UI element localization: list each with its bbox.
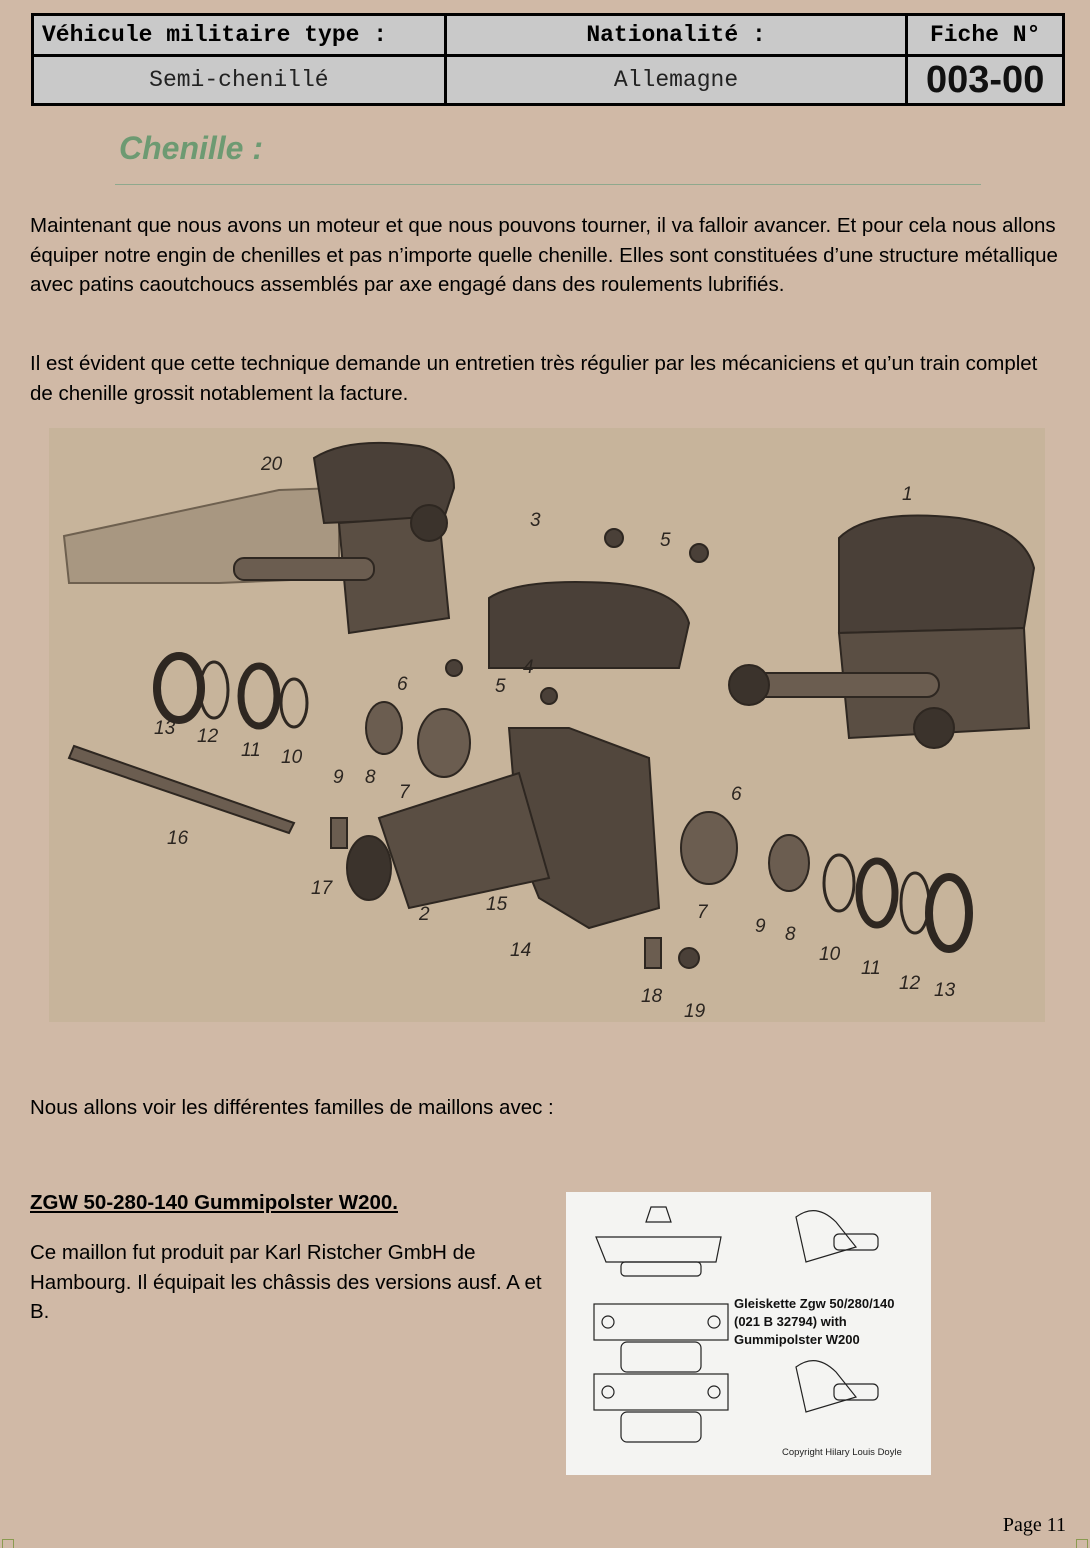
diagram-label: 5 — [660, 530, 671, 551]
diagram-label: 10 — [819, 944, 841, 965]
diagram-label: 11 — [241, 740, 261, 761]
diagram-label: 4 — [523, 657, 534, 678]
diagram-label: 5 — [495, 676, 506, 697]
diagram-label: 8 — [785, 924, 796, 945]
diagram-label: 7 — [399, 782, 410, 803]
vehicle-type-value: Semi-chenillé — [33, 56, 446, 105]
nationality-label: Nationalité : — [445, 15, 907, 56]
diagram-label: 6 — [731, 784, 742, 805]
track-link-exploded-diagram — [49, 428, 1045, 1022]
diagram-label: 9 — [333, 767, 344, 788]
sheet-number-value: 003-00 — [907, 56, 1064, 105]
copyright-notice: Copyright Hilary Louis Doyle — [782, 1447, 902, 1458]
diagram-label: 2 — [419, 904, 430, 925]
caption-line: Gummipolster W200 — [734, 1332, 860, 1347]
diagram-label: 3 — [530, 510, 541, 531]
nationality-value: Allemagne — [445, 56, 907, 105]
sheet-number-label: Fiche N° — [907, 15, 1064, 56]
link-model-title: ZGW 50-280-140 Gummipolster W200. — [30, 1191, 398, 1214]
header-table — [31, 13, 1065, 106]
diagram-label: 7 — [697, 902, 708, 923]
diagram-label: 19 — [684, 1001, 706, 1022]
vehicle-type-label: Véhicule militaire type : — [33, 15, 446, 56]
caption-line: (021 B 32794) with — [734, 1314, 847, 1329]
diagram-label: 11 — [861, 958, 881, 979]
diagram-label: 10 — [281, 747, 303, 768]
diagram-label: 14 — [510, 940, 532, 961]
diagram-label: 13 — [154, 718, 176, 739]
maintenance-paragraph: Il est évident que cette technique demande un entretien très régulier par les mécaniciens et qu’un train complet de chenille grossit notablement la facture. — [30, 352, 1038, 405]
diagram-label: 12 — [197, 726, 219, 747]
drawing-caption — [734, 1295, 894, 1349]
intro-paragraph: Maintenant que nous avons un moteur et que nous pouvons tourner, il va falloir avancer. Et pour cela nous allons équiper notre engin de chenilles et pas n’importe quelle chenille. Elles sont constituées d’une structure métallique avec patins caoutchoucs assemblés par axe engagé dans des roulements lubrifiés. — [30, 214, 1058, 296]
diagram-label: 15 — [486, 894, 508, 915]
link-model-description: Ce maillon fut produit par Karl Ristcher GmbH de Hambourg. Il équipait les châssis des versions ausf. A et B. — [30, 1241, 542, 1323]
diagram-label: 16 — [167, 828, 189, 849]
diagram-label: 17 — [311, 878, 333, 899]
section-title: Chenille : — [119, 130, 264, 166]
diagram-label: 1 — [902, 484, 913, 505]
diagram-label: 8 — [365, 767, 376, 788]
link-families-intro: Nous allons voir les différentes familles de maillons avec : — [30, 1096, 554, 1119]
diagram-label: 12 — [899, 973, 921, 994]
track-link-drawing — [566, 1192, 931, 1475]
diagram-label: 9 — [755, 916, 766, 937]
title-divider — [115, 184, 981, 185]
caption-line: Gleiskette Zgw 50/280/140 — [734, 1296, 895, 1311]
page-number: Page 11 — [1002, 1514, 1066, 1536]
diagram-label: 13 — [934, 980, 956, 1001]
diagram-label: 18 — [641, 986, 663, 1007]
diagram-label: 6 — [397, 674, 408, 695]
diagram-label: 20 — [261, 454, 283, 475]
